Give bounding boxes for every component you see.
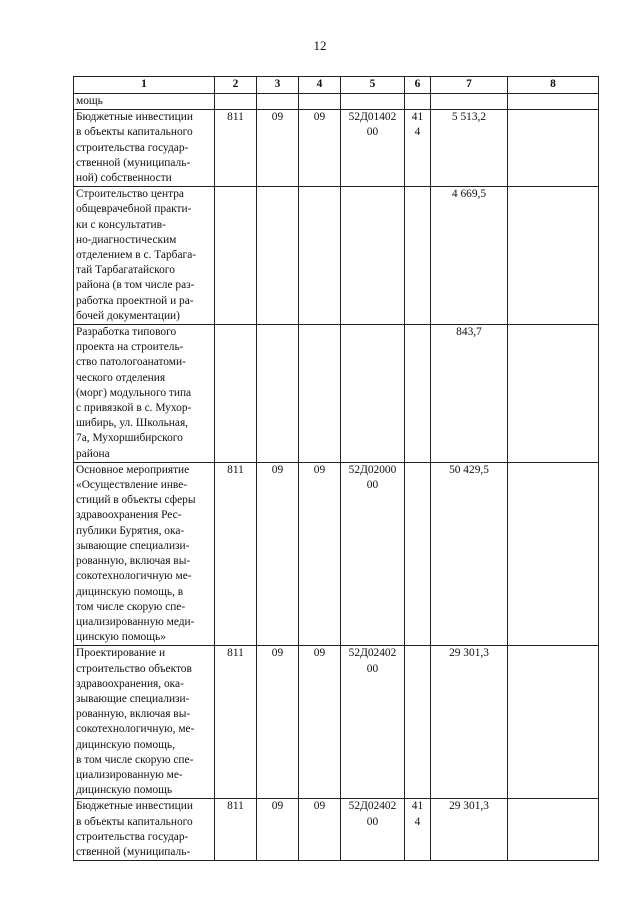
row-name-cell: Проектирование и строительство объектов здравоохранения, ока- зывающие специализи- рованную, включая вы- сокотехнологичную, ме- дицинскую помощь, в том числе скорую спе- циализированную ме- дицинскую помощь xyxy=(74,646,215,799)
subsection-code-cell xyxy=(299,325,341,463)
subsection-code-cell: 09 xyxy=(299,799,341,861)
row-name-cell: Бюджетные инвестиции в объекты капитального строительства государ- ственной (муниципаль- ной) собственности xyxy=(74,110,215,187)
row-name-cell: Бюджетные инвестиции в объекты капитального строительства государ- ственной (муниципаль- xyxy=(74,799,215,861)
chapter-code-cell: 811 xyxy=(215,110,257,187)
column-header: 7 xyxy=(431,77,508,94)
section-code-cell: 09 xyxy=(257,646,299,799)
extra-cell xyxy=(508,799,599,861)
section-code-cell xyxy=(257,325,299,463)
target-article-cell: 52Д02000 00 xyxy=(341,462,405,645)
row-name-cell: Строительство центра общеврачебной практи- ки с консультатив- но-диагностическим отделением в с. Тарбага- тай Тарбагатайского района (в том числе раз- работка проектной и ра- бочей документации) xyxy=(74,187,215,325)
table-body xyxy=(74,110,599,861)
section-code-cell: 09 xyxy=(257,462,299,645)
page-number: 12 xyxy=(313,38,327,53)
expense-type-cell xyxy=(405,646,431,799)
subsection-code-cell: 09 xyxy=(299,110,341,187)
column-header: 8 xyxy=(508,77,599,94)
target-article-cell xyxy=(341,187,405,325)
chapter-code-cell: 811 xyxy=(215,462,257,645)
extra-cell xyxy=(508,646,599,799)
table-row xyxy=(74,799,599,861)
amount-cell: 50 429,5 xyxy=(431,462,508,645)
row-name-cell: Разработка типового проекта на строитель- ство патологоанатоми- ческого отделения (морг) модульного типа с привязкой в с. Мухор- шибирь, ул. Школьная, 7а, Мухоршибирского района xyxy=(74,325,215,463)
table-row xyxy=(74,325,599,463)
amount-cell: 29 301,3 xyxy=(431,799,508,861)
column-header: 4 xyxy=(299,77,341,94)
column-header: 5 xyxy=(341,77,405,94)
chapter-code-cell xyxy=(215,325,257,463)
chapter-code-cell: 811 xyxy=(215,646,257,799)
section-code-cell xyxy=(257,187,299,325)
extra-cell xyxy=(508,110,599,187)
subsection-code-cell: 09 xyxy=(299,462,341,645)
expense-type-cell: 41 4 xyxy=(405,799,431,861)
column-header: 6 xyxy=(405,77,431,94)
section-code-cell: 09 xyxy=(257,110,299,187)
subsection-code-cell xyxy=(299,187,341,325)
target-article-cell xyxy=(341,325,405,463)
table-row xyxy=(74,462,599,645)
column-header: 1 xyxy=(74,77,215,94)
extra-cell xyxy=(508,462,599,645)
extra-cell xyxy=(508,187,599,325)
expense-type-cell xyxy=(405,325,431,463)
extra-cell xyxy=(508,325,599,463)
table-header-row xyxy=(74,77,599,94)
expense-type-cell xyxy=(405,187,431,325)
carry-over-text: мощь xyxy=(74,94,215,110)
row-name-cell: Основное мероприятие «Осуществление инве- стиций в объекты сферы здравоохранения Рес- публики Бурятия, ока- зывающие специализи- рованную, включая вы- сокотехнологичную ме- дицинскую помощь, в том числе скорую спе- циализированную меди- цинскую помощь» xyxy=(74,462,215,645)
expense-type-cell: 41 4 xyxy=(405,110,431,187)
expense-type-cell xyxy=(405,462,431,645)
table-row xyxy=(74,187,599,325)
subsection-code-cell: 09 xyxy=(299,646,341,799)
table-row xyxy=(74,110,599,187)
target-article-cell: 52Д02402 00 xyxy=(341,646,405,799)
target-article-cell: 52Д01402 00 xyxy=(341,110,405,187)
target-article-cell: 52Д02402 00 xyxy=(341,799,405,861)
section-code-cell: 09 xyxy=(257,799,299,861)
amount-cell: 29 301,3 xyxy=(431,646,508,799)
budget-table xyxy=(73,76,599,861)
chapter-code-cell: 811 xyxy=(215,799,257,861)
chapter-code-cell xyxy=(215,187,257,325)
amount-cell: 4 669,5 xyxy=(431,187,508,325)
column-header: 2 xyxy=(215,77,257,94)
column-header: 3 xyxy=(257,77,299,94)
amount-cell: 5 513,2 xyxy=(431,110,508,187)
carry-over-row xyxy=(74,94,599,110)
table-row xyxy=(74,646,599,799)
amount-cell: 843,7 xyxy=(431,325,508,463)
